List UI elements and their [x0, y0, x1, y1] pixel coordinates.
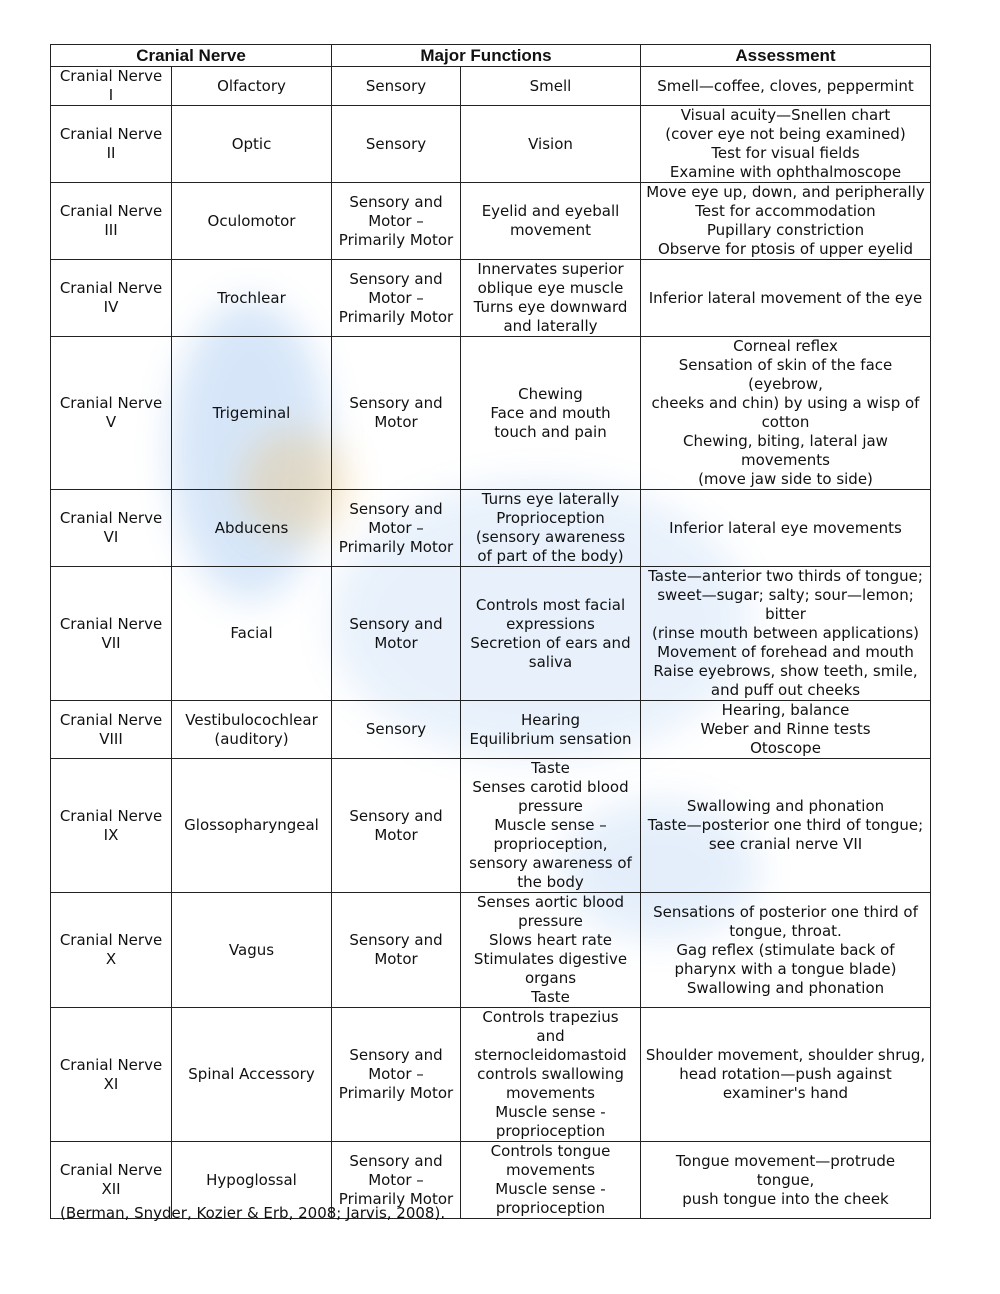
table-row	[51, 490, 931, 567]
nerve-functions-cell: Vision	[461, 106, 641, 183]
nerve-type-cell: Sensory and Motor – Primarily Motor	[332, 183, 461, 260]
nerve-name-cell: Spinal Accessory	[172, 1008, 332, 1142]
nerve-number-cell: Cranial Nerve IV	[51, 260, 172, 337]
table-body	[51, 67, 931, 1219]
nerve-type-cell: Sensory and Motor – Primarily Motor	[332, 1142, 461, 1219]
document-page	[50, 44, 930, 1219]
nerve-assessment-cell: Sensations of posterior one third of tongue, throat. Gag reflex (stimulate back of pharynx with a tongue blade) Swallowing and phonation	[641, 893, 931, 1008]
nerve-functions-cell: Taste Senses carotid blood pressure Muscle sense – proprioception, sensory awareness of the body	[461, 759, 641, 893]
nerve-name-cell: Facial	[172, 567, 332, 701]
nerve-number-cell: Cranial Nerve VI	[51, 490, 172, 567]
nerve-number-cell: Cranial Nerve XI	[51, 1008, 172, 1142]
nerve-name-cell: Vestibulocochlear (auditory)	[172, 701, 332, 759]
table-row	[51, 701, 931, 759]
nerve-type-cell: Sensory and Motor	[332, 567, 461, 701]
nerve-functions-cell: Hearing Equilibrium sensation	[461, 701, 641, 759]
nerve-name-cell: Trochlear	[172, 260, 332, 337]
nerve-assessment-cell: Shoulder movement, shoulder shrug, head rotation—push against examiner's hand	[641, 1008, 931, 1142]
table-row	[51, 106, 931, 183]
nerve-type-cell: Sensory and Motor – Primarily Motor	[332, 260, 461, 337]
nerve-functions-cell: Turns eye laterally Proprioception (sensory awareness of part of the body)	[461, 490, 641, 567]
nerve-name-cell: Olfactory	[172, 67, 332, 106]
table-row	[51, 337, 931, 490]
header-assessment: Assessment	[641, 45, 931, 67]
nerve-type-cell: Sensory and Motor	[332, 893, 461, 1008]
citation: (Berman, Snyder, Kozier & Erb, 2008; Jarvis, 2008).	[60, 1204, 446, 1222]
nerve-number-cell: Cranial Nerve III	[51, 183, 172, 260]
header-cranial-nerve: Cranial Nerve	[51, 45, 332, 67]
nerve-number-cell: Cranial Nerve I	[51, 67, 172, 106]
table-row	[51, 893, 931, 1008]
nerve-name-cell: Abducens	[172, 490, 332, 567]
table-row	[51, 260, 931, 337]
nerve-number-cell: Cranial Nerve XII	[51, 1142, 172, 1219]
nerve-assessment-cell: Swallowing and phonation Taste—posterior one third of tongue; see cranial nerve VII	[641, 759, 931, 893]
nerve-type-cell: Sensory and Motor	[332, 759, 461, 893]
nerve-functions-cell: Controls tongue movements Muscle sense - proprioception	[461, 1142, 641, 1219]
nerve-type-cell: Sensory and Motor – Primarily Motor	[332, 490, 461, 567]
nerve-name-cell: Optic	[172, 106, 332, 183]
nerve-functions-cell: Innervates superior oblique eye muscle Turns eye downward and laterally	[461, 260, 641, 337]
nerve-number-cell: Cranial Nerve V	[51, 337, 172, 490]
table-row	[51, 567, 931, 701]
nerve-assessment-cell: Corneal reflex Sensation of skin of the face (eyebrow, cheeks and chin) by using a wisp of cotton Chewing, biting, lateral jaw movements (move jaw side to side)	[641, 337, 931, 490]
nerve-type-cell: Sensory	[332, 67, 461, 106]
nerve-type-cell: Sensory	[332, 701, 461, 759]
nerve-functions-cell: Eyelid and eyeball movement	[461, 183, 641, 260]
nerve-assessment-cell: Taste—anterior two thirds of tongue; sweet—sugar; salty; sour—lemon; bitter (rinse mouth between applications) Movement of forehead and mouth Raise eyebrows, show teeth, smile, and puff out cheeks	[641, 567, 931, 701]
table-header-row	[51, 45, 931, 67]
nerve-functions-cell: Smell	[461, 67, 641, 106]
cranial-nerve-table	[50, 44, 931, 1219]
nerve-functions-cell: Senses aortic blood pressure Slows heart rate Stimulates digestive organs Taste	[461, 893, 641, 1008]
nerve-name-cell: Hypoglossal	[172, 1142, 332, 1219]
nerve-type-cell: Sensory and Motor – Primarily Motor	[332, 1008, 461, 1142]
nerve-assessment-cell: Inferior lateral movement of the eye	[641, 260, 931, 337]
nerve-assessment-cell: Visual acuity—Snellen chart (cover eye not being examined) Test for visual fields Examine with ophthalmoscope	[641, 106, 931, 183]
nerve-functions-cell: Controls trapezius and sternocleidomastoid controls swallowing movements Muscle sense - proprioception	[461, 1008, 641, 1142]
nerve-name-cell: Trigeminal	[172, 337, 332, 490]
nerve-name-cell: Glossopharyngeal	[172, 759, 332, 893]
nerve-functions-cell: Chewing Face and mouth touch and pain	[461, 337, 641, 490]
nerve-assessment-cell: Move eye up, down, and peripherally Test for accommodation Pupillary constriction Observe for ptosis of upper eyelid	[641, 183, 931, 260]
header-major-functions: Major Functions	[332, 45, 641, 67]
table-row	[51, 183, 931, 260]
table-row	[51, 67, 931, 106]
nerve-name-cell: Vagus	[172, 893, 332, 1008]
nerve-assessment-cell: Tongue movement—protrude tongue, push tongue into the cheek	[641, 1142, 931, 1219]
nerve-name-cell: Oculomotor	[172, 183, 332, 260]
nerve-assessment-cell: Smell—coffee, cloves, peppermint	[641, 67, 931, 106]
nerve-assessment-cell: Inferior lateral eye movements	[641, 490, 931, 567]
table-row	[51, 759, 931, 893]
nerve-number-cell: Cranial Nerve X	[51, 893, 172, 1008]
table-row	[51, 1008, 931, 1142]
nerve-number-cell: Cranial Nerve II	[51, 106, 172, 183]
nerve-assessment-cell: Hearing, balance Weber and Rinne tests Otoscope	[641, 701, 931, 759]
nerve-number-cell: Cranial Nerve IX	[51, 759, 172, 893]
nerve-number-cell: Cranial Nerve VII	[51, 567, 172, 701]
nerve-functions-cell: Controls most facial expressions Secretion of ears and saliva	[461, 567, 641, 701]
nerve-type-cell: Sensory	[332, 106, 461, 183]
nerve-number-cell: Cranial Nerve VIII	[51, 701, 172, 759]
nerve-type-cell: Sensory and Motor	[332, 337, 461, 490]
